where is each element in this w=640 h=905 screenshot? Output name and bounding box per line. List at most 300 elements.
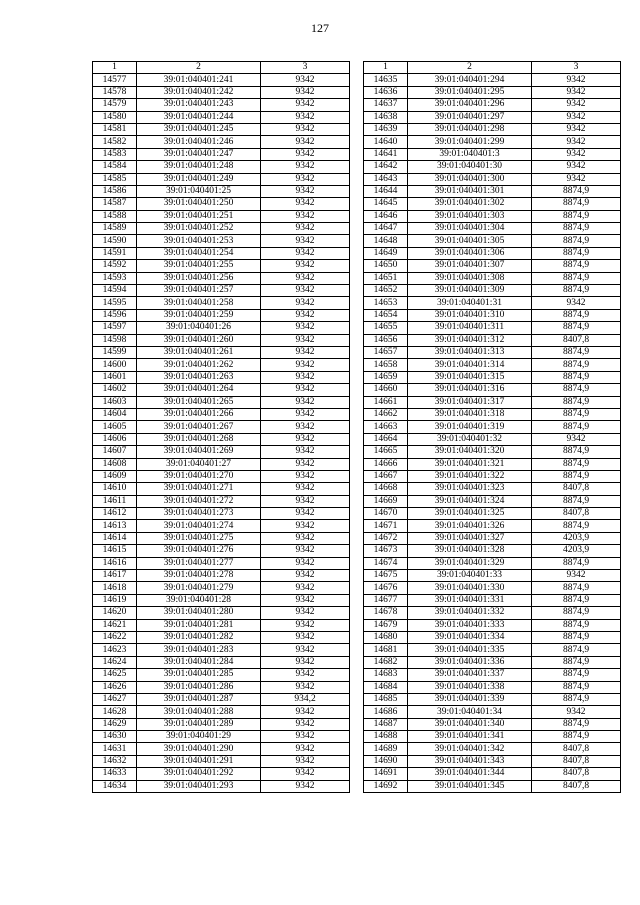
cadastral-number-cell: 39:01:040401:294 — [408, 74, 532, 86]
row-number-cell: 14592 — [93, 260, 137, 272]
cadastral-number-cell: 39:01:040401:320 — [408, 446, 532, 458]
value-cell: 9342 — [261, 384, 350, 396]
value-cell: 9342 — [261, 483, 350, 495]
table-row — [93, 309, 350, 321]
value-cell: 9342 — [532, 74, 621, 86]
cadastral-number-cell: 39:01:040401:252 — [137, 223, 261, 235]
row-number-cell: 14646 — [364, 210, 408, 222]
row-number-cell: 14656 — [364, 334, 408, 346]
cadastral-number-cell: 39:01:040401:316 — [408, 384, 532, 396]
table-row — [364, 297, 621, 309]
table-row — [364, 532, 621, 544]
row-number-cell: 14662 — [364, 408, 408, 420]
cadastral-number-cell: 39:01:040401:332 — [408, 607, 532, 619]
value-cell: 8874,9 — [532, 346, 621, 358]
value-cell: 9342 — [261, 433, 350, 445]
column-header-number: 1 — [364, 62, 408, 74]
table-row — [93, 458, 350, 470]
table-row — [364, 669, 621, 681]
table-row — [364, 631, 621, 643]
value-cell: 9342 — [261, 161, 350, 173]
row-number-cell: 14635 — [364, 74, 408, 86]
value-cell: 8874,9 — [532, 198, 621, 210]
value-cell: 9342 — [261, 223, 350, 235]
table-row — [93, 631, 350, 643]
cadastral-number-cell: 39:01:040401:306 — [408, 247, 532, 259]
row-number-cell: 14633 — [93, 768, 137, 780]
table-row — [364, 408, 621, 420]
row-number-cell: 14678 — [364, 607, 408, 619]
value-cell: 9342 — [261, 718, 350, 730]
table-row — [93, 210, 350, 222]
table-row — [364, 334, 621, 346]
value-cell: 9342 — [261, 421, 350, 433]
table-row — [364, 557, 621, 569]
cadastral-number-cell: 39:01:040401:342 — [408, 743, 532, 755]
table-row — [93, 74, 350, 86]
row-number-cell: 14609 — [93, 470, 137, 482]
row-number-cell: 14643 — [364, 173, 408, 185]
value-cell: 9342 — [261, 297, 350, 309]
table-row — [364, 594, 621, 606]
value-cell: 9342 — [261, 260, 350, 272]
table-row — [364, 285, 621, 297]
cadastral-number-cell: 39:01:040401:241 — [137, 74, 261, 86]
cadastral-number-cell: 39:01:040401:247 — [137, 148, 261, 160]
cadastral-number-cell: 39:01:040401:268 — [137, 433, 261, 445]
table-row — [364, 508, 621, 520]
value-cell: 9342 — [261, 545, 350, 557]
table-row — [93, 693, 350, 705]
value-cell: 9342 — [261, 508, 350, 520]
value-cell: 8407,8 — [532, 334, 621, 346]
cadastral-number-cell: 39:01:040401:317 — [408, 396, 532, 408]
row-number-cell: 14676 — [364, 582, 408, 594]
value-cell: 8874,9 — [532, 223, 621, 235]
cadastral-number-cell: 39:01:040401:330 — [408, 582, 532, 594]
table-row — [93, 260, 350, 272]
table-row — [364, 148, 621, 160]
cadastral-number-cell: 39:01:040401:254 — [137, 247, 261, 259]
table-row — [93, 557, 350, 569]
cadastral-number-cell: 39:01:040401:277 — [137, 557, 261, 569]
value-cell: 9342 — [261, 557, 350, 569]
cadastral-number-cell: 39:01:040401:300 — [408, 173, 532, 185]
value-cell: 9342 — [261, 86, 350, 98]
row-number-cell: 14614 — [93, 532, 137, 544]
table-row — [93, 582, 350, 594]
value-cell: 9342 — [261, 309, 350, 321]
value-cell: 9342 — [261, 173, 350, 185]
value-cell: 8874,9 — [532, 185, 621, 197]
table-row — [364, 123, 621, 135]
cadastral-number-cell: 39:01:040401:307 — [408, 260, 532, 272]
row-number-cell: 14685 — [364, 693, 408, 705]
value-cell: 9342 — [261, 520, 350, 532]
table-row — [364, 74, 621, 86]
row-number-cell: 14638 — [364, 111, 408, 123]
cadastral-number-cell: 39:01:040401:27 — [137, 458, 261, 470]
table-row — [364, 136, 621, 148]
value-cell: 9342 — [261, 743, 350, 755]
value-cell: 9342 — [532, 297, 621, 309]
row-number-cell: 14621 — [93, 619, 137, 631]
value-cell: 8874,9 — [532, 644, 621, 656]
row-number-cell: 14582 — [93, 136, 137, 148]
table-row — [93, 644, 350, 656]
cadastral-number-cell: 39:01:040401:336 — [408, 656, 532, 668]
table-row — [364, 743, 621, 755]
cadastral-number-cell: 39:01:040401:338 — [408, 681, 532, 693]
row-number-cell: 14632 — [93, 755, 137, 767]
cadastral-number-cell: 39:01:040401:309 — [408, 285, 532, 297]
cadastral-number-cell: 39:01:040401:296 — [408, 99, 532, 111]
table-row — [364, 235, 621, 247]
value-cell: 8874,9 — [532, 371, 621, 383]
table-row — [364, 371, 621, 383]
table-row — [364, 421, 621, 433]
cadastral-number-cell: 39:01:040401:33 — [408, 570, 532, 582]
row-number-cell: 14630 — [93, 731, 137, 743]
cadastral-number-cell: 39:01:040401:270 — [137, 470, 261, 482]
cadastral-number-cell: 39:01:040401:339 — [408, 693, 532, 705]
table-row — [364, 210, 621, 222]
value-cell: 9342 — [532, 433, 621, 445]
table-row — [364, 384, 621, 396]
row-number-cell: 14578 — [93, 86, 137, 98]
table-row — [93, 346, 350, 358]
table-row — [364, 272, 621, 284]
value-cell: 8874,9 — [532, 247, 621, 259]
row-number-cell: 14577 — [93, 74, 137, 86]
value-cell: 9342 — [261, 371, 350, 383]
value-cell: 9342 — [261, 359, 350, 371]
table-row — [93, 322, 350, 334]
table-row — [93, 185, 350, 197]
cadastral-number-cell: 39:01:040401:303 — [408, 210, 532, 222]
value-cell: 9342 — [261, 495, 350, 507]
cadastral-number-cell: 39:01:040401:242 — [137, 86, 261, 98]
table-row — [93, 619, 350, 631]
value-cell: 8874,9 — [532, 607, 621, 619]
cadastral-number-cell: 39:01:040401:284 — [137, 656, 261, 668]
row-number-cell: 14679 — [364, 619, 408, 631]
table-row — [93, 669, 350, 681]
table-row — [93, 111, 350, 123]
value-cell: 8874,9 — [532, 495, 621, 507]
row-number-cell: 14689 — [364, 743, 408, 755]
row-number-cell: 14671 — [364, 520, 408, 532]
table-row — [93, 99, 350, 111]
cadastral-number-cell: 39:01:040401:265 — [137, 396, 261, 408]
cadastral-number-cell: 39:01:040401:282 — [137, 631, 261, 643]
table-row — [93, 768, 350, 780]
cadastral-number-cell: 39:01:040401:250 — [137, 198, 261, 210]
row-number-cell: 14590 — [93, 235, 137, 247]
row-number-cell: 14622 — [93, 631, 137, 643]
row-number-cell: 14595 — [93, 297, 137, 309]
cadastral-number-cell: 39:01:040401:31 — [408, 297, 532, 309]
value-cell: 9342 — [532, 99, 621, 111]
table-row — [364, 755, 621, 767]
table-row — [93, 780, 350, 792]
row-number-cell: 14588 — [93, 210, 137, 222]
value-cell: 8407,8 — [532, 755, 621, 767]
column-header-cadastral: 2 — [137, 62, 261, 74]
table-row — [364, 470, 621, 482]
cadastral-number-cell: 39:01:040401:331 — [408, 594, 532, 606]
row-number-cell: 14690 — [364, 755, 408, 767]
cadastral-number-cell: 39:01:040401:301 — [408, 185, 532, 197]
table-row — [364, 173, 621, 185]
value-cell: 8407,8 — [532, 508, 621, 520]
table-row — [93, 123, 350, 135]
value-cell: 9342 — [261, 247, 350, 259]
cadastral-number-cell: 39:01:040401:289 — [137, 718, 261, 730]
row-number-cell: 14672 — [364, 532, 408, 544]
table-row — [93, 285, 350, 297]
cadastral-number-cell: 39:01:040401:266 — [137, 408, 261, 420]
table-row — [93, 198, 350, 210]
value-cell: 8407,8 — [532, 768, 621, 780]
table-row — [364, 86, 621, 98]
table-row — [93, 495, 350, 507]
table-row — [364, 681, 621, 693]
table-row — [93, 656, 350, 668]
value-cell: 8874,9 — [532, 359, 621, 371]
table-row — [93, 334, 350, 346]
cadastral-number-cell: 39:01:040401:260 — [137, 334, 261, 346]
table-row — [93, 235, 350, 247]
value-cell: 9342 — [532, 706, 621, 718]
table-row — [93, 532, 350, 544]
table-row — [364, 619, 621, 631]
value-cell: 9342 — [532, 86, 621, 98]
value-cell: 4203,9 — [532, 545, 621, 557]
row-number-cell: 14675 — [364, 570, 408, 582]
cadastral-number-cell: 39:01:040401:273 — [137, 508, 261, 520]
row-number-cell: 14613 — [93, 520, 137, 532]
value-cell: 9342 — [261, 532, 350, 544]
value-cell: 8874,9 — [532, 731, 621, 743]
column-header-value: 3 — [532, 62, 621, 74]
table-row — [93, 706, 350, 718]
table-row — [364, 607, 621, 619]
row-number-cell: 14607 — [93, 446, 137, 458]
row-number-cell: 14669 — [364, 495, 408, 507]
row-number-cell: 14601 — [93, 371, 137, 383]
table-row — [364, 644, 621, 656]
value-cell: 8874,9 — [532, 631, 621, 643]
cadastral-number-cell: 39:01:040401:326 — [408, 520, 532, 532]
cadastral-number-cell: 39:01:040401:293 — [137, 780, 261, 792]
cadastral-number-cell: 39:01:040401:264 — [137, 384, 261, 396]
table-row — [93, 272, 350, 284]
row-number-cell: 14652 — [364, 285, 408, 297]
value-cell: 9342 — [261, 322, 350, 334]
table-row — [93, 508, 350, 520]
table-header-row — [93, 62, 350, 74]
row-number-cell: 14610 — [93, 483, 137, 495]
cadastral-number-cell: 39:01:040401:261 — [137, 346, 261, 358]
cadastral-number-cell: 39:01:040401:245 — [137, 123, 261, 135]
value-cell: 8874,9 — [532, 384, 621, 396]
row-number-cell: 14623 — [93, 644, 137, 656]
row-number-cell: 14580 — [93, 111, 137, 123]
cadastral-number-cell: 39:01:040401:262 — [137, 359, 261, 371]
row-number-cell: 14617 — [93, 570, 137, 582]
cadastral-number-cell: 39:01:040401:287 — [137, 693, 261, 705]
cadastral-number-cell: 39:01:040401:32 — [408, 433, 532, 445]
row-number-cell: 14687 — [364, 718, 408, 730]
row-number-cell: 14653 — [364, 297, 408, 309]
value-cell: 8874,9 — [532, 656, 621, 668]
value-cell: 8874,9 — [532, 718, 621, 730]
value-cell: 8874,9 — [532, 681, 621, 693]
value-cell: 934,2 — [261, 693, 350, 705]
cadastral-number-cell: 39:01:040401:305 — [408, 235, 532, 247]
value-cell: 9342 — [532, 136, 621, 148]
value-cell: 9342 — [532, 148, 621, 160]
value-cell: 9342 — [261, 706, 350, 718]
table-row — [364, 768, 621, 780]
cadastral-number-cell: 39:01:040401:258 — [137, 297, 261, 309]
value-cell: 8874,9 — [532, 582, 621, 594]
table-row — [93, 371, 350, 383]
row-number-cell: 14612 — [93, 508, 137, 520]
table-row — [364, 718, 621, 730]
row-number-cell: 14604 — [93, 408, 137, 420]
row-number-cell: 14655 — [364, 322, 408, 334]
row-number-cell: 14579 — [93, 99, 137, 111]
row-number-cell: 14644 — [364, 185, 408, 197]
cadastral-number-cell: 39:01:040401:312 — [408, 334, 532, 346]
cadastral-number-cell: 39:01:040401:278 — [137, 570, 261, 582]
value-cell: 9342 — [261, 136, 350, 148]
cadastral-number-cell: 39:01:040401:276 — [137, 545, 261, 557]
table-row — [93, 247, 350, 259]
cadastral-number-cell: 39:01:040401:324 — [408, 495, 532, 507]
value-cell: 9342 — [532, 111, 621, 123]
value-cell: 9342 — [261, 74, 350, 86]
value-cell: 9342 — [261, 594, 350, 606]
table-row — [93, 755, 350, 767]
value-cell: 9342 — [261, 272, 350, 284]
value-cell: 8874,9 — [532, 520, 621, 532]
row-number-cell: 14596 — [93, 309, 137, 321]
cadastral-number-cell: 39:01:040401:34 — [408, 706, 532, 718]
table-row — [93, 173, 350, 185]
row-number-cell: 14600 — [93, 359, 137, 371]
row-number-cell: 14654 — [364, 309, 408, 321]
table-row — [93, 545, 350, 557]
value-cell: 8874,9 — [532, 285, 621, 297]
table-row — [364, 570, 621, 582]
row-number-cell: 14641 — [364, 148, 408, 160]
row-number-cell: 14594 — [93, 285, 137, 297]
cadastral-number-cell: 39:01:040401:256 — [137, 272, 261, 284]
cadastral-number-cell: 39:01:040401:259 — [137, 309, 261, 321]
cadastral-number-cell: 39:01:040401:323 — [408, 483, 532, 495]
value-cell: 8874,9 — [532, 322, 621, 334]
table-row — [93, 86, 350, 98]
value-cell: 8874,9 — [532, 594, 621, 606]
cadastral-number-cell: 39:01:040401:313 — [408, 346, 532, 358]
value-cell: 8407,8 — [532, 743, 621, 755]
row-number-cell: 14597 — [93, 322, 137, 334]
cadastral-number-cell: 39:01:040401:314 — [408, 359, 532, 371]
row-number-cell: 14661 — [364, 396, 408, 408]
table-header-row — [364, 62, 621, 74]
table-row — [364, 433, 621, 445]
table-row — [364, 322, 621, 334]
table-row — [93, 161, 350, 173]
value-cell: 8874,9 — [532, 396, 621, 408]
row-number-cell: 14585 — [93, 173, 137, 185]
row-number-cell: 14615 — [93, 545, 137, 557]
row-number-cell: 14618 — [93, 582, 137, 594]
value-cell: 9342 — [261, 396, 350, 408]
table-row — [364, 346, 621, 358]
cadastral-number-cell: 39:01:040401:29 — [137, 731, 261, 743]
value-cell: 9342 — [261, 570, 350, 582]
value-cell: 9342 — [261, 185, 350, 197]
row-number-cell: 14640 — [364, 136, 408, 148]
table-row — [364, 483, 621, 495]
row-number-cell: 14583 — [93, 148, 137, 160]
table-row — [93, 359, 350, 371]
cadastral-number-cell: 39:01:040401:344 — [408, 768, 532, 780]
row-number-cell: 14634 — [93, 780, 137, 792]
value-cell: 8874,9 — [532, 260, 621, 272]
right-data-table — [363, 61, 621, 793]
cadastral-number-cell: 39:01:040401:337 — [408, 669, 532, 681]
cadastral-number-cell: 39:01:040401:288 — [137, 706, 261, 718]
table-row — [364, 309, 621, 321]
cadastral-number-cell: 39:01:040401:304 — [408, 223, 532, 235]
cadastral-number-cell: 39:01:040401:343 — [408, 755, 532, 767]
value-cell: 9342 — [261, 619, 350, 631]
value-cell: 9342 — [261, 731, 350, 743]
row-number-cell: 14688 — [364, 731, 408, 743]
cadastral-number-cell: 39:01:040401:292 — [137, 768, 261, 780]
cadastral-number-cell: 39:01:040401:244 — [137, 111, 261, 123]
cadastral-number-cell: 39:01:040401:283 — [137, 644, 261, 656]
value-cell: 9342 — [261, 780, 350, 792]
cadastral-number-cell: 39:01:040401:335 — [408, 644, 532, 656]
value-cell: 9342 — [261, 334, 350, 346]
table-row — [93, 470, 350, 482]
table-row — [93, 718, 350, 730]
row-number-cell: 14650 — [364, 260, 408, 272]
table-row — [364, 582, 621, 594]
table-row — [93, 743, 350, 755]
cadastral-number-cell: 39:01:040401:272 — [137, 495, 261, 507]
row-number-cell: 14686 — [364, 706, 408, 718]
table-row — [364, 706, 621, 718]
value-cell: 8874,9 — [532, 693, 621, 705]
row-number-cell: 14659 — [364, 371, 408, 383]
cadastral-number-cell: 39:01:040401:340 — [408, 718, 532, 730]
row-number-cell: 14657 — [364, 346, 408, 358]
table-row — [364, 359, 621, 371]
row-number-cell: 14626 — [93, 681, 137, 693]
cadastral-number-cell: 39:01:040401:333 — [408, 619, 532, 631]
table-row — [93, 594, 350, 606]
value-cell: 8874,9 — [532, 446, 621, 458]
row-number-cell: 14591 — [93, 247, 137, 259]
row-number-cell: 14581 — [93, 123, 137, 135]
